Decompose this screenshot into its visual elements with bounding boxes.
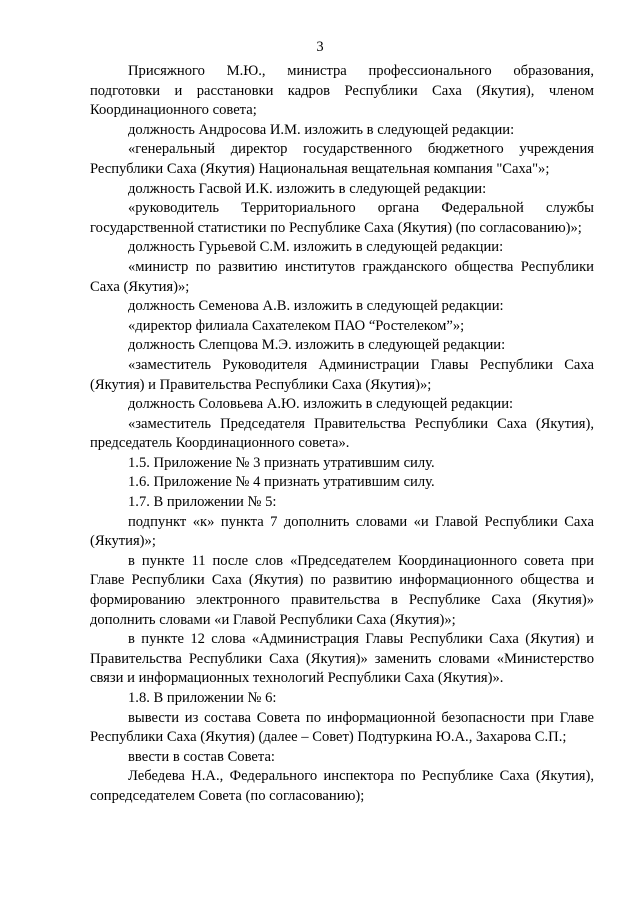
paragraph: должность Гасвой И.К. изложить в следующей редакции:	[128, 180, 487, 197]
paragraph: вывести из состава Совета по информационной безопасности при Главе Республики Саха (Якутия) (далее – Совет) Подтуркина Ю.А., Захарова С.П.;	[90, 709, 594, 746]
paragraph: должность Слепцова М.Э. изложить в следующей редакции:	[128, 337, 506, 354]
paragraph: 1.5. Приложение № 3 признать утратившим силу.	[128, 454, 435, 471]
paragraph: «руководитель Территориального органа Федеральной службы государственной статистики по Республике Саха (Якутия) (по согласованию)»;	[90, 200, 594, 236]
paragraph: Присяжного М.Ю., министра профессионального образования, подготовки и расстановки кадров Республики Саха (Якутия), членом Координационного совета;	[90, 63, 594, 119]
paragraph: 1.6. Приложение № 4 признать утратившим силу.	[128, 474, 435, 491]
paragraph: 1.7. В приложении № 5:	[128, 494, 277, 511]
paragraph: в пункте 11 после слов «Председателем Координационного совета при Главе Республики Саха (Якутия) по развитию информационного общества и формированию электронного правительства в Республике Саха (Якутия)» дополнить словами «и Главой Республики Саха (Якутия)»;	[90, 552, 594, 628]
document-body	[90, 62, 594, 807]
paragraph: должность Семенова А.В. изложить в следующей редакции:	[128, 298, 504, 315]
paragraph: в пункте 12 слова «Администрация Главы Республики Саха (Якутия) и Правительства Республики Саха (Якутия)» заменить словами «Министерство связи и информационных технологий Республики Саха (Якутия)».	[90, 631, 594, 687]
paragraph: «заместитель Руководителя Администрации Главы Республики Саха (Якутия) и Правительства Республики Саха (Якутия)»;	[90, 356, 594, 393]
paragraph: «министр по развитию институтов гражданского общества Республики Саха (Якутия)»;	[90, 258, 594, 295]
page-number: 3	[316, 39, 324, 55]
paragraph: «директор филиала Сахателеком ПАО “Ростелеком”»;	[128, 317, 465, 334]
paragraph: «генеральный директор государственного бюджетного учреждения Республики Саха (Якутия) Национальная вещательная компания "Саха"»;	[90, 141, 594, 177]
paragraph: 1.8. В приложении № 6:	[128, 690, 277, 706]
paragraph: должность Соловьева А.Ю. изложить в следующей редакции:	[128, 396, 514, 413]
paragraph: должность Андросова И.М. изложить в следующей редакции:	[128, 121, 515, 138]
paragraph: подпункт «к» пункта 7 дополнить словами «и Главой Республики Саха (Якутия)»;	[90, 513, 594, 550]
paragraph: должность Гурьевой С.М. изложить в следующей редакции:	[128, 239, 504, 256]
paragraph: Лебедева Н.А., Федерального инспектора по Республике Саха (Якутия), сопредседателем Совета (по согласованию);	[90, 768, 594, 804]
paragraph: «заместитель Председателя Правительства Республики Саха (Якутия), председатель Координационного совета».	[90, 415, 594, 452]
paragraph: ввести в состав Совета:	[128, 748, 275, 765]
